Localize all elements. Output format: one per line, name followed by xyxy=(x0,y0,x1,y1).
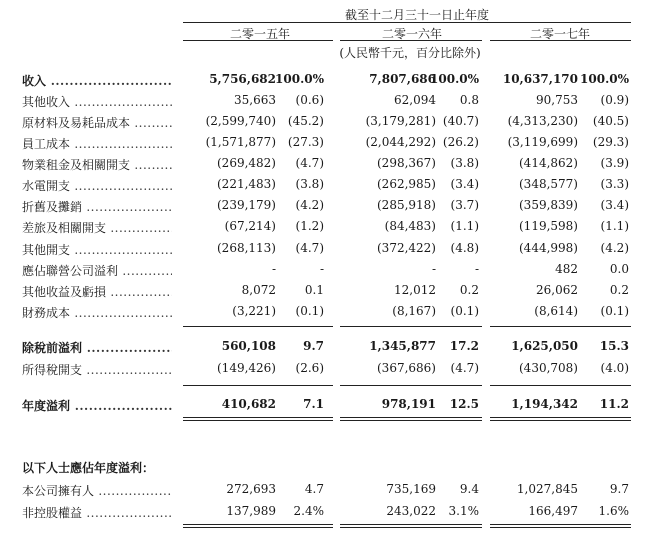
percent-cell: (3.4) xyxy=(450,177,479,191)
percent-cell: (29.3) xyxy=(592,135,629,149)
table-row xyxy=(0,504,651,522)
period-title: 截至十二月三十一日止年度 xyxy=(344,8,489,22)
row-label-text: 折舊及攤銷 xyxy=(22,200,83,214)
table-row xyxy=(0,198,651,216)
percent-cell: 7.1 xyxy=(303,397,324,411)
total-double-rule xyxy=(183,417,333,421)
percent-cell: (4.8) xyxy=(450,241,479,255)
row-label xyxy=(22,361,172,378)
row-label xyxy=(22,482,172,499)
row-label-text: 收入 xyxy=(22,74,47,88)
total-double-rule xyxy=(340,417,482,421)
percent-cell: 0.2 xyxy=(459,283,479,297)
percent-cell: 0.1 xyxy=(304,283,324,297)
percent-cell: 15.3 xyxy=(599,339,629,353)
amount-cell: 90,753 xyxy=(536,93,578,107)
percent-cell: 100.0% xyxy=(275,72,324,86)
amount-cell: (298,367) xyxy=(377,156,436,170)
amount-cell: 10,637,170 xyxy=(502,72,578,86)
percent-cell: (26.2) xyxy=(442,135,479,149)
percent-cell: (3.8) xyxy=(295,177,324,191)
amount-cell: 560,108 xyxy=(221,339,276,353)
amount-cell: (221,483) xyxy=(217,177,276,191)
percent-cell: (4.7) xyxy=(295,156,324,170)
amount-cell: (2,599,740) xyxy=(205,114,276,128)
table-row xyxy=(0,93,651,111)
percent-cell: (40.7) xyxy=(442,114,479,128)
row-label-text: 原材料及易耗品成本 xyxy=(22,116,131,130)
subtotal-rule xyxy=(490,326,631,327)
amount-cell: 5,756,682 xyxy=(209,72,276,86)
subtotal-rule xyxy=(183,385,333,386)
amount-cell: 1,625,050 xyxy=(511,339,578,353)
row-label-text: 物業租金及相關開支 xyxy=(22,158,131,172)
amount-cell: 62,094 xyxy=(394,93,436,107)
percent-cell: (0.1) xyxy=(450,304,479,318)
row-label xyxy=(22,504,172,521)
amount-cell: 7,807,686 xyxy=(369,72,436,86)
amount-cell: 35,663 xyxy=(234,93,276,107)
table-row xyxy=(0,135,651,153)
percent-cell: (4.7) xyxy=(450,361,479,375)
row-label-text: 應佔聯營公司溢利 xyxy=(22,264,119,278)
year-rule-2016 xyxy=(340,40,482,41)
row-label xyxy=(22,72,172,89)
row-label xyxy=(22,156,172,173)
percent-cell: - xyxy=(319,262,324,276)
row-label xyxy=(22,177,172,194)
row-label-text: 除稅前溢利 xyxy=(22,341,83,355)
percent-cell: (4.0) xyxy=(600,361,629,375)
amount-cell: (2,044,292) xyxy=(365,135,436,149)
row-label-text: 本公司擁有人 xyxy=(22,484,95,498)
row-label xyxy=(22,397,172,414)
percent-cell: 1.6% xyxy=(598,504,629,518)
percent-cell: (45.2) xyxy=(287,114,324,128)
amount-cell: 410,682 xyxy=(221,397,276,411)
row-label-text: 員工成本 xyxy=(22,137,71,151)
subtotal-rule xyxy=(490,385,631,386)
amount-cell: 26,062 xyxy=(536,283,578,297)
percent-cell: (3.4) xyxy=(600,198,629,212)
amount-cell: 272,693 xyxy=(226,482,276,496)
row-label xyxy=(22,262,172,279)
amount-cell: (3,221) xyxy=(232,304,276,318)
row-label xyxy=(22,283,172,300)
percent-cell: (3.8) xyxy=(450,156,479,170)
amount-cell: (367,686) xyxy=(377,361,436,375)
percent-cell: 2.4% xyxy=(293,504,324,518)
amount-cell: 978,191 xyxy=(381,397,436,411)
percent-cell: (0.6) xyxy=(295,93,324,107)
subtotal-rule xyxy=(340,326,482,327)
amount-cell: (269,482) xyxy=(217,156,276,170)
percent-cell: (1.1) xyxy=(450,219,479,233)
percent-cell: (1.2) xyxy=(295,219,324,233)
total-double-rule xyxy=(340,524,482,528)
percent-cell: 0.2 xyxy=(609,283,629,297)
table-row xyxy=(0,219,651,237)
row-label-text: 非控股權益 xyxy=(22,506,83,520)
percent-cell: 3.1% xyxy=(448,504,479,518)
percent-cell: (3.3) xyxy=(600,177,629,191)
amount-cell: (8,614) xyxy=(534,304,578,318)
row-label xyxy=(22,135,172,152)
row-label-text: 年度溢利 xyxy=(22,399,71,413)
amount-cell: (444,998) xyxy=(519,241,578,255)
percent-cell: (4.2) xyxy=(600,241,629,255)
year-rule-2015 xyxy=(183,40,333,41)
table-row xyxy=(0,397,651,415)
table-row xyxy=(0,304,651,322)
table-row xyxy=(0,361,651,379)
amount-cell: 12,012 xyxy=(394,283,436,297)
amount-cell: 243,022 xyxy=(386,504,436,518)
percent-cell: - xyxy=(474,262,479,276)
amount-cell: 1,027,845 xyxy=(516,482,578,496)
year-header-2015: 二零一五年 xyxy=(229,27,290,41)
table-row xyxy=(0,283,651,301)
row-label-text: 財務成本 xyxy=(22,306,71,320)
row-label-text: 所得稅開支 xyxy=(22,363,83,377)
percent-cell: (4.7) xyxy=(295,241,324,255)
amount-cell: (430,708) xyxy=(519,361,578,375)
year-header-2017: 二零一七年 xyxy=(529,27,590,41)
percent-cell: 4.7 xyxy=(304,482,324,496)
amount-cell: (268,113) xyxy=(217,241,276,255)
amount-cell: (149,426) xyxy=(217,361,276,375)
table-row xyxy=(0,241,651,259)
amount-cell: (239,179) xyxy=(217,198,276,212)
row-label xyxy=(22,241,172,258)
amount-cell: (3,179,281) xyxy=(365,114,436,128)
amount-cell: (67,214) xyxy=(224,219,276,233)
year-rule-2017 xyxy=(490,40,631,41)
percent-cell: (2.6) xyxy=(295,361,324,375)
percent-cell: 9.7 xyxy=(609,482,629,496)
amount-cell: (84,483) xyxy=(384,219,436,233)
subtotal-rule xyxy=(183,326,333,327)
percent-cell: (3.9) xyxy=(600,156,629,170)
amount-cell: (4,313,230) xyxy=(507,114,578,128)
amount-cell: - xyxy=(271,262,276,276)
percent-cell: (27.3) xyxy=(287,135,324,149)
percent-cell: (3.7) xyxy=(450,198,479,212)
row-label xyxy=(22,219,172,236)
subtotal-rule xyxy=(340,385,482,386)
amount-cell: (8,167) xyxy=(392,304,436,318)
amount-cell: 137,989 xyxy=(226,504,276,518)
row-label xyxy=(22,114,172,131)
amount-cell: (414,862) xyxy=(519,156,578,170)
table-row xyxy=(0,262,651,280)
percent-cell: (0.1) xyxy=(295,304,324,318)
total-double-rule xyxy=(490,524,631,528)
percent-cell: 9.7 xyxy=(303,339,324,353)
table-row xyxy=(0,177,651,195)
amount-cell: (359,839) xyxy=(519,198,578,212)
amount-cell: (372,422) xyxy=(377,241,436,255)
amount-cell: 1,194,342 xyxy=(511,397,578,411)
amount-cell: (119,598) xyxy=(519,219,578,233)
percent-cell: 100.0% xyxy=(580,72,629,86)
percent-cell: (0.9) xyxy=(600,93,629,107)
row-label-text: 差旅及相關開支 xyxy=(22,221,107,235)
percent-cell: 100.0% xyxy=(430,72,479,86)
amount-cell: - xyxy=(431,262,436,276)
table-row xyxy=(0,339,651,357)
row-label xyxy=(22,93,172,110)
table-row xyxy=(0,114,651,132)
percent-cell: 0.8 xyxy=(459,93,479,107)
amount-cell: (285,918) xyxy=(377,198,436,212)
amount-cell: (348,577) xyxy=(519,177,578,191)
row-label-text: 其他開支 xyxy=(22,243,71,257)
amount-cell: 735,169 xyxy=(386,482,436,496)
amount-cell: (1,571,877) xyxy=(205,135,276,149)
attributable-heading: 以下人士應佔年度溢利： xyxy=(22,461,155,475)
row-label xyxy=(22,304,172,321)
row-label-text: 其他收益及虧損 xyxy=(22,285,107,299)
amount-cell: 8,072 xyxy=(241,283,276,297)
row-label xyxy=(22,339,172,356)
period-rule xyxy=(183,22,631,23)
percent-cell: 9.4 xyxy=(459,482,479,496)
row-label-text: 水電開支 xyxy=(22,179,71,193)
table-row xyxy=(0,72,651,90)
percent-cell: 11.2 xyxy=(599,397,629,411)
unit-note: (人民幣千元，百分比除外) xyxy=(339,46,481,60)
percent-cell: 17.2 xyxy=(449,339,479,353)
total-double-rule xyxy=(490,417,631,421)
percent-cell: 12.5 xyxy=(449,397,479,411)
year-header-2016: 二零一六年 xyxy=(381,27,442,41)
table-row xyxy=(0,156,651,174)
amount-cell: 1,345,877 xyxy=(369,339,436,353)
percent-cell: (40.5) xyxy=(592,114,629,128)
percent-cell: (4.2) xyxy=(295,198,324,212)
amount-cell: 482 xyxy=(555,262,578,276)
percent-cell: 0.0 xyxy=(609,262,629,276)
amount-cell: (262,985) xyxy=(377,177,436,191)
percent-cell: (1.1) xyxy=(600,219,629,233)
percent-cell: (0.1) xyxy=(600,304,629,318)
amount-cell: 166,497 xyxy=(528,504,578,518)
row-label xyxy=(22,198,172,215)
total-double-rule xyxy=(183,524,333,528)
row-label-text: 其他收入 xyxy=(22,95,71,109)
table-row xyxy=(0,482,651,500)
amount-cell: (3,119,699) xyxy=(507,135,578,149)
